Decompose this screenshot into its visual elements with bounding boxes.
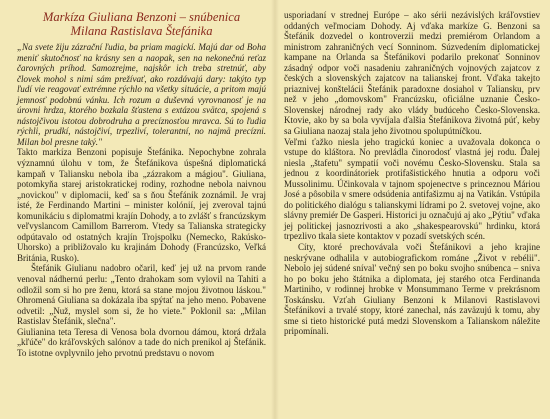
paragraph-5: Veľmi ťažko niesla jeho tragickú koniec a uvažovala dokonca o vstupe do kláštora. No prevládla činorodosť vlastná jej rodu. Ďalej niesla „štafetu" sympatií voči novému Česko-Slovensku. Stala sa jednou z koordinátoriek protifašistického hnutia a odporu voči Mussolinimu. Účinkovala v tajnom spojenectve s princeznou Máriou José a pôsobila v smere odsúdenia antifašizmu aj na Vatikán. Vstúpila do politického dialógu s talianskymi lídrami po 2. svetovej vojne, ako slávny premiér De Gasperi. Historici ju označujú aj ako „Pýtiu" vďaka jej politickej jasnozrivosti a ako „shakespearovskú" hrdinku, ktorá trpezlivo tkala siete kontaktov v pozadí svetských scén. [284,136,540,242]
opening-quote: „Na svete žiju zázrační ľudia, ba priam magickí. Majú dar od Boha meniť skutočnosť na krásny sen a naopak, sen na nekonečnú reťaz čarovných príhod. Samozrejme, najskôr ich treba stretnúť, aby človek mohol s nimi sám prežívať, ako rozdávajú dary: takýto typ ľudí vie reagovať extrémne rýchlo na všetky situácie, a pritom majú jemnosť podobnú vánku. Ich rozum a duševná vyrovnanosť je na úrovni hrdza, ktorého bozkala šťastena s extázou svätca, spojená s nástojčivou istotou dobrodruha a precíznosťou mravca. Sú to ľudia rýchli, prudkí, nástojčiví, trpezliví, tolerantní, no najmä precízni. Milan bol presne taký." [17,42,266,147]
paragraph-3: Giulianina teta Teresa di Venosa bola dvornou dámou, ktorá držala „kľúče" do kráľovských salónov a tade do nich prenikol aj Štefánik. To istotne ovplyvnilo jeho prvotnú predstavu o novom [17,326,266,358]
paragraph-1: Takto markíza Benzoni popisuje Štefánika. Nepochybne zohrala významnú úlohu v tom, že Štefánikova úspešná diplomatická kampaň v Taliansku nebola iba „zázrakom a mágiou". Giuliana, potomkyňa starej aristokratickej rodiny, rozhodne nebola naivnou „novickou" v diplomacii, keď sa s ňou Štefánik zoznámil. Je vraj isté, že Ferdinando Martini – minister kolónií, jej zveroval tajnú komunikáciu s diplomatmi krajín Dohody, a to zvlášť s francúzskym veľvyslancom Camillom Barrerom. Vtedy sa Talianska strategicky odpútavalo od ostatných krajín Trojspolku (Nemecko, Rakúsko-Uhorsko) a približovalo ku krajinám Dohody (Francúzsko, Veľká Británia, Rusko). [17,147,266,263]
paragraph-2: Štefánik Giulianu nadobro očaril, keď jej už na prvom rande venoval nádhernú perlu: „Tento drahokam som vylovil na Tahiti a odložil som si ho pre ženu, ktorá sa stane mojou životnou láskou." Ohromená Giuliana sa dokázala iba spýtať na jeho meno. Pobavene odvetil: „Nuž, myslel som si, že ho viete." Poklonil sa: „Milan Rastislav Štefánik, slečna". [17,263,266,327]
title-line-2: Milana Rastislava Štefánika [70,24,213,38]
paragraph-4: usporiadaní v strednej Európe – ako sérii nezávislých kráľovstiev oddaných veľmociam Dohody. Aj vďaka markíze G. Benzoni sa Štefánik dozvedel o kontroverzii medzi premiérom Orlandom a ministrom zahraničných vecí Sonninom. Súzvedením diplomatickej kampane na Orlanda sa Štefánikovi podarilo prekonať Sonninov zásadný odpor voči nasadeniu zahraničných vojnových zajatcov z českých a slovenských zajatcov na talianskej front. Vďaka takejto priaznivej konštelácii Štefánik paradoxne dosiahol v Taliansku, prv než v jeho „domovskom" Francúzsku, oficiálne uznanie Česko-Slovenskej národnej rady ako vlády budúceho Česko-Slovenska. Ktovie, ako by sa bola vyvíjala ďalšia Štefánikova životná púť, keby sa Giuliana naozaj stala jeho životnou spolupútníčkou. [284,10,540,137]
title-line-1: Markíza Giuliana Benzoni – snúbenica [42,10,241,24]
right-page [275,0,550,419]
paragraph-6: Cíty, ktoré prechovávala voči Štefánikovi a jeho krajine neskrývane odhalila v autobiografickom románe „Život v rebélii". Nebolo jej súdené sníval' večný sen po boku svojho snúbenca – sniva ho po boku jeho štátnika a diplomata, jej starého otca Ferdinanda Martiniho, v rodinnej hrobke v Monsummano Terme v prekrásnom Toskánsku. Vzťah Giuliany Benzoni k Milanovi Rastislavovi Štefánikovi a trvalé stopy, ktoré zanechal, nás zaväzujú k tomu, aby sme si tieto historické putá medzi Slovenskom a Talianskom náležite pripomínali. [284,242,540,337]
article-title [17,10,266,38]
